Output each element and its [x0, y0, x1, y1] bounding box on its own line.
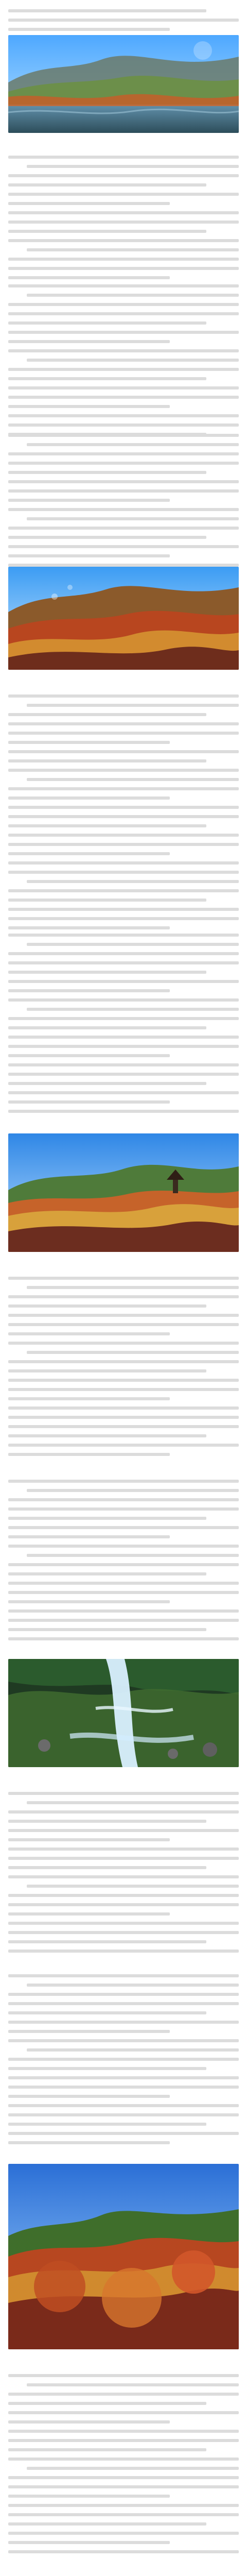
paragraph-5: [8, 927, 239, 1119]
photo-3: [8, 1133, 239, 1252]
paragraph-2: [8, 278, 239, 442]
photo-2: [8, 567, 239, 670]
paragraph-10: [8, 2368, 239, 2560]
photo-1: [8, 35, 239, 133]
paragraph-11: [8, 2571, 239, 2576]
paragraph-7: [8, 1473, 239, 1647]
photo-4: [8, 1659, 239, 1767]
paragraph-6: [8, 1270, 239, 1462]
paragraph-1: [8, 149, 239, 285]
paragraph-3: [8, 428, 239, 582]
photo-5: [8, 2164, 239, 2349]
paragraph-9: [8, 1968, 239, 2150]
paragraph-4: [8, 688, 239, 936]
paragraph-intro: [8, 3, 239, 37]
paragraph-8: [8, 1786, 239, 1959]
